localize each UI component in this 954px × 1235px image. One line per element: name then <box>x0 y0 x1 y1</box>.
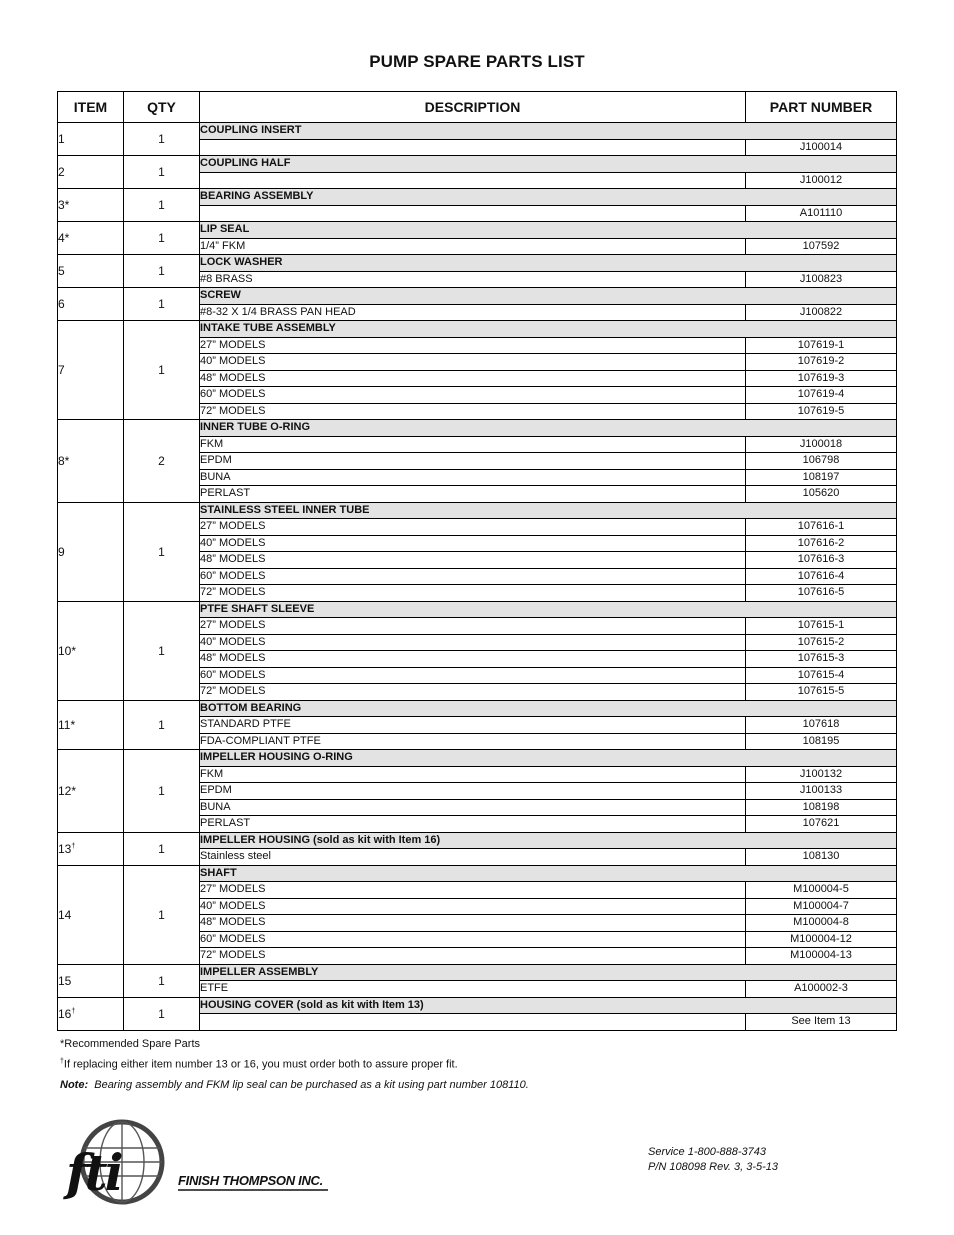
item-number <box>58 601 124 700</box>
part-number: J100014 <box>746 139 897 156</box>
part-number: J100822 <box>746 304 897 321</box>
part-description: 60” MODELS <box>200 931 746 948</box>
part-number: See Item 13 <box>746 1014 897 1031</box>
part-number: 107616-2 <box>746 535 897 552</box>
part-description: 72” MODELS <box>200 403 746 420</box>
part-description: #8 BRASS <box>200 271 746 288</box>
item-number <box>58 156 124 189</box>
part-description <box>200 205 746 222</box>
part-description: FKM <box>200 766 746 783</box>
item-qty: 1 <box>124 321 200 420</box>
part-description: 27” MODELS <box>200 519 746 536</box>
part-number: 107619-5 <box>746 403 897 420</box>
item-number <box>58 288 124 321</box>
item-number <box>58 997 124 1030</box>
part-group-header: PTFE SHAFT SLEEVE <box>200 601 897 618</box>
table-row <box>58 255 897 272</box>
part-description: STANDARD PTFE <box>200 717 746 734</box>
dagger-note-text: If replacing either item number 13 or 16, you must order both to assure proper fit. <box>63 1058 458 1071</box>
item-number <box>58 964 124 997</box>
part-number: 107618 <box>746 717 897 734</box>
part-number: 107615-3 <box>746 651 897 668</box>
item-number <box>58 700 124 750</box>
item-qty: 2 <box>124 420 200 503</box>
item-qty: 1 <box>124 865 200 964</box>
item-number-text: 6 <box>58 297 65 311</box>
table-row <box>58 700 897 717</box>
part-description: 48” MODELS <box>200 552 746 569</box>
table-row <box>58 123 897 140</box>
part-description: 27” MODELS <box>200 337 746 354</box>
part-group-header: COUPLING INSERT <box>200 123 897 140</box>
part-number: 107619-4 <box>746 387 897 404</box>
col-header-part-number: PART NUMBER <box>746 92 897 123</box>
item-number <box>58 502 124 601</box>
item-qty: 1 <box>124 189 200 222</box>
part-number: 107615-2 <box>746 634 897 651</box>
part-number: J100133 <box>746 783 897 800</box>
item-number-text: 9 <box>58 544 65 559</box>
item-qty: 1 <box>124 156 200 189</box>
part-number: 107616-1 <box>746 519 897 536</box>
part-number: M100004-7 <box>746 898 897 915</box>
part-number: 107616-3 <box>746 552 897 569</box>
part-description: 72” MODELS <box>200 585 746 602</box>
item-qty: 1 <box>124 832 200 865</box>
part-number: 106798 <box>746 453 897 470</box>
item-number <box>58 123 124 156</box>
kit-note <box>60 1079 529 1091</box>
part-description: 60” MODELS <box>200 667 746 684</box>
item-qty: 1 <box>124 997 200 1030</box>
item-number-text: 7 <box>58 363 65 377</box>
notes <box>60 1038 529 1099</box>
part-description: 40” MODELS <box>200 898 746 915</box>
part-number: 107616-5 <box>746 585 897 602</box>
part-description: 40” MODELS <box>200 535 746 552</box>
parts-table <box>57 91 897 1031</box>
item-number-text: 12* <box>58 783 77 798</box>
part-number: J100012 <box>746 172 897 189</box>
part-description: 48” MODELS <box>200 651 746 668</box>
item-number <box>58 865 124 964</box>
part-description: 72” MODELS <box>200 948 746 965</box>
item-number <box>58 255 124 288</box>
page-title: PUMP SPARE PARTS LIST <box>369 52 585 71</box>
item-number-text: 2 <box>58 165 65 179</box>
part-description: FDA-COMPLIANT PTFE <box>200 733 746 750</box>
item-qty: 1 <box>124 255 200 288</box>
table-row <box>58 997 897 1014</box>
part-number: 108195 <box>746 733 897 750</box>
item-number <box>58 222 124 255</box>
part-description: 60” MODELS <box>200 568 746 585</box>
part-number: 107592 <box>746 238 897 255</box>
part-description: 27” MODELS <box>200 882 746 899</box>
item-number-text: 13 <box>58 841 72 856</box>
part-description: 48” MODELS <box>200 915 746 932</box>
table-row <box>58 222 897 239</box>
item-number-text: 4* <box>58 231 70 245</box>
part-number: 107615-5 <box>746 684 897 701</box>
part-number: J100132 <box>746 766 897 783</box>
part-number: A100002-3 <box>746 981 897 998</box>
part-description: 40” MODELS <box>200 634 746 651</box>
part-group-header: INNER TUBE O-RING <box>200 420 897 437</box>
item-number-text: 15 <box>58 973 72 988</box>
part-description <box>200 172 746 189</box>
item-number <box>58 832 124 865</box>
part-number: 107619-1 <box>746 337 897 354</box>
parts-table-body <box>58 123 897 1031</box>
part-number: J100823 <box>746 271 897 288</box>
item-number-text: 14 <box>58 907 72 922</box>
part-description: 40” MODELS <box>200 354 746 371</box>
part-description: EPDM <box>200 783 746 800</box>
table-row <box>58 601 897 618</box>
part-number: 108198 <box>746 799 897 816</box>
part-group-header: HOUSING COVER (sold as kit with Item 13) <box>200 997 897 1014</box>
part-description: ETFE <box>200 981 746 998</box>
part-number: 107619-3 <box>746 370 897 387</box>
part-number: A101110 <box>746 205 897 222</box>
item-number-text: 1 <box>58 132 65 146</box>
col-header-item: ITEM <box>58 92 124 123</box>
part-description: 27” MODELS <box>200 618 746 635</box>
part-description <box>200 1014 746 1031</box>
table-row <box>58 189 897 206</box>
part-description: PERLAST <box>200 816 746 833</box>
part-number: 105620 <box>746 486 897 503</box>
table-row <box>58 288 897 305</box>
kit-note-label: Note: <box>60 1078 89 1091</box>
part-group-header: SHAFT <box>200 865 897 882</box>
item-dagger-mark: † <box>71 1007 76 1015</box>
fti-logo-mark: fti <box>66 1143 121 1202</box>
part-description: Stainless steel <box>200 849 746 866</box>
part-group-header: SCREW <box>200 288 897 305</box>
item-number-text: 3* <box>58 198 70 212</box>
table-row <box>58 865 897 882</box>
part-description: #8-32 X 1/4 BRASS PAN HEAD <box>200 304 746 321</box>
part-number: M100004-13 <box>746 948 897 965</box>
part-number: M100004-8 <box>746 915 897 932</box>
dagger-note <box>60 1058 529 1071</box>
part-number: 107615-4 <box>746 667 897 684</box>
part-description <box>200 139 746 156</box>
part-group-header: LOCK WASHER <box>200 255 897 272</box>
col-header-qty: QTY <box>124 92 200 123</box>
item-number-text: 16 <box>58 1006 72 1021</box>
part-group-header: IMPELLER HOUSING O-RING <box>200 750 897 767</box>
recommended-note: *Recommended Spare Parts <box>60 1038 201 1050</box>
table-header-row <box>58 92 897 123</box>
table-row <box>58 502 897 519</box>
item-number-text: 11* <box>58 717 76 732</box>
part-description: FKM <box>200 436 746 453</box>
item-qty: 1 <box>124 700 200 750</box>
part-group-header: INTAKE TUBE ASSEMBLY <box>200 321 897 338</box>
item-qty: 1 <box>124 502 200 601</box>
item-number-text: 10* <box>58 643 77 658</box>
part-group-header: LIP SEAL <box>200 222 897 239</box>
item-qty: 1 <box>124 288 200 321</box>
kit-note-text: Bearing assembly and FKM lip seal can be purchased as a kit using part number 108110. <box>94 1078 529 1091</box>
item-qty: 1 <box>124 750 200 833</box>
part-number: 108197 <box>746 469 897 486</box>
part-number: 107619-2 <box>746 354 897 371</box>
table-row <box>58 420 897 437</box>
part-description: 1/4” FKM <box>200 238 746 255</box>
part-group-header: IMPELLER ASSEMBLY <box>200 964 897 981</box>
table-row <box>58 156 897 173</box>
part-description: 72” MODELS <box>200 684 746 701</box>
document-part-number: P/N 108098 Rev. 3, 3-5-13 <box>648 1161 779 1173</box>
part-number: M100004-12 <box>746 931 897 948</box>
table-row <box>58 832 897 849</box>
part-number: 107621 <box>746 816 897 833</box>
part-group-header: BEARING ASSEMBLY <box>200 189 897 206</box>
item-number <box>58 420 124 503</box>
part-group-header: BOTTOM BEARING <box>200 700 897 717</box>
part-number: 107616-4 <box>746 568 897 585</box>
footer <box>648 1145 778 1175</box>
part-number: 107615-1 <box>746 618 897 635</box>
item-qty: 1 <box>124 222 200 255</box>
col-header-description: DESCRIPTION <box>200 92 746 123</box>
table-row <box>58 321 897 338</box>
item-number-text: 5 <box>58 264 65 278</box>
table-row <box>58 964 897 981</box>
part-number: M100004-5 <box>746 882 897 899</box>
part-description: PERLAST <box>200 486 746 503</box>
item-qty: 1 <box>124 601 200 700</box>
part-group-header: IMPELLER HOUSING (sold as kit with Item 16) <box>200 832 897 849</box>
part-group-header: STAINLESS STEEL INNER TUBE <box>200 502 897 519</box>
part-description: BUNA <box>200 469 746 486</box>
part-description: 48” MODELS <box>200 370 746 387</box>
part-number: J100018 <box>746 436 897 453</box>
item-number <box>58 750 124 833</box>
part-group-header: COUPLING HALF <box>200 156 897 173</box>
item-number <box>58 189 124 222</box>
fti-logo <box>60 1118 350 1210</box>
part-description: BUNA <box>200 799 746 816</box>
dagger-mark: † <box>60 1058 64 1065</box>
item-qty: 1 <box>124 123 200 156</box>
part-number: 108130 <box>746 849 897 866</box>
service-phone: Service 1-800-888-3743 <box>648 1146 767 1158</box>
item-number-text: 8* <box>58 453 70 468</box>
part-description: EPDM <box>200 453 746 470</box>
item-qty: 1 <box>124 964 200 997</box>
part-description: 60” MODELS <box>200 387 746 404</box>
item-dagger-mark: † <box>71 842 76 850</box>
company-name: FINISH THOMPSON INC. <box>178 1173 323 1188</box>
table-row <box>58 750 897 767</box>
item-number <box>58 321 124 420</box>
